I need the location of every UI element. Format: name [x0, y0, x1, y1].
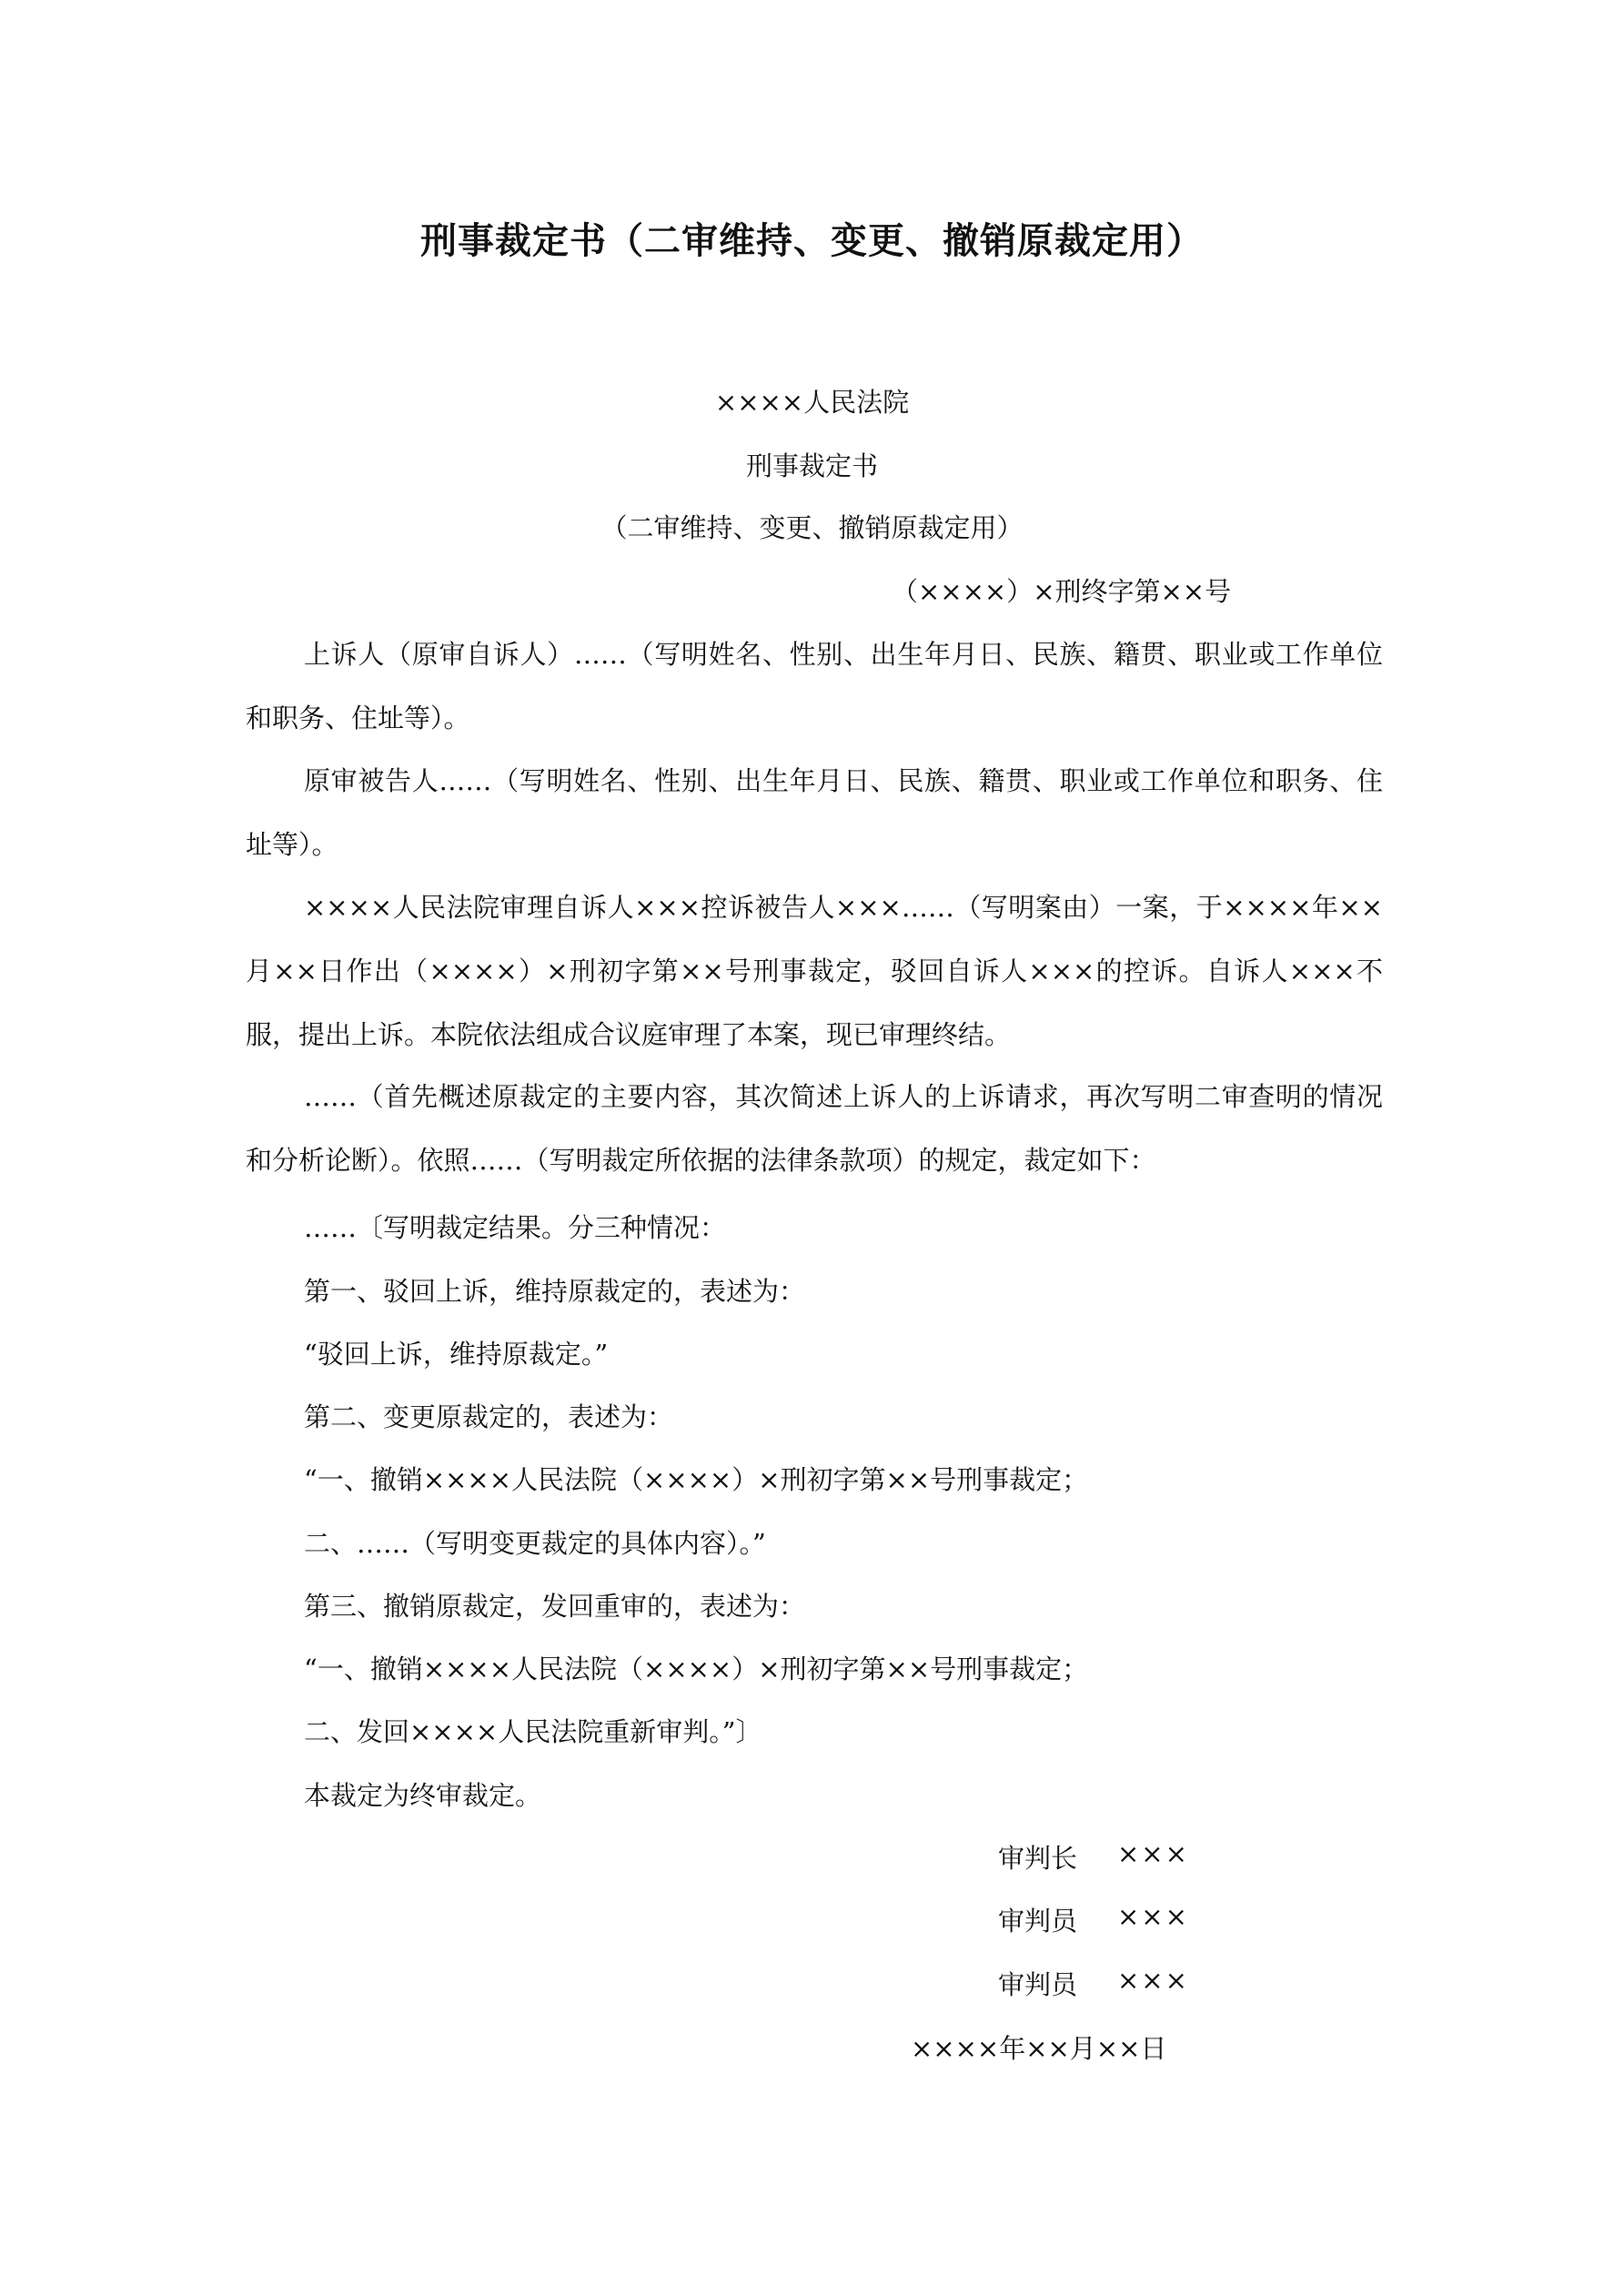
ruling-case-1: 第一、驳回上诉，维持原裁定的，表述为：: [304, 1276, 806, 1307]
signature-role: 审判员: [998, 1969, 1078, 2000]
court-name: ××××人民法院: [714, 387, 910, 418]
document-type: 刑事裁定书: [745, 450, 878, 481]
signature-name: ×××: [1117, 1901, 1189, 1932]
case-number: （××××）×刑终字第××号: [892, 576, 1232, 607]
document-date: ××××年××月××日: [911, 2033, 1167, 2064]
signature-role: 审判员: [998, 1906, 1078, 1937]
ruling-intro: ……〔写明裁定结果。分三种情况：: [304, 1212, 727, 1243]
signature-role: 审判长: [998, 1843, 1078, 1874]
ruling-case-2: 第二、变更原裁定的，表述为：: [304, 1401, 674, 1432]
ruling-case-3: 第三、撤销原裁定，发回重审的，表述为：: [304, 1591, 806, 1622]
ruling-case-3-text-1: “一、撤销××××人民法院（××××）×刑初字第××号刑事裁定；: [304, 1654, 1089, 1684]
ruling-case-2-text-2: 二、……（写明变更裁定的具体内容）。”: [304, 1528, 766, 1559]
ruling-case-3-text-2: 二、发回××××人民法院重新审判。”〕: [304, 1716, 762, 1747]
paragraph-appellant: 上诉人（原审自诉人）……（写明姓名、性别、出生年月日、民族、籍贯、职业或工作单位和职务、住址等）。: [246, 639, 1383, 733]
ruling-case-1-text: “驳回上诉，维持原裁定。”: [304, 1339, 609, 1370]
signature-name: ×××: [1117, 1838, 1189, 1869]
final-ruling-statement: 本裁定为终审裁定。: [304, 1780, 542, 1811]
signature-name: ×××: [1117, 1965, 1189, 1996]
paragraph-defendant: 原审被告人……（写明姓名、性别、出生年月日、民族、籍贯、职业或工作单位和职务、住址等）。: [246, 765, 1383, 860]
document-subtitle: （二审维持、变更、撤销原裁定用）: [600, 512, 1024, 543]
document-title: 刑事裁定书（二审维持、变更、撤销原裁定用）: [420, 219, 1204, 262]
paragraph-case-history: ××××人民法院审理自诉人×××控诉被告人×××……（写明案由）一案，于××××年××月××日作出（××××）×刑初字第××号刑事裁定，驳回自诉人×××的控诉。自诉人×××不服，提出上诉。本院依法组成合议庭审理了本案，现已审理终结。: [246, 892, 1383, 1050]
paragraph-reasoning: ……（首先概述原裁定的主要内容，其次简述上诉人的上诉请求，再次写明二审查明的情况和分析论断）。依照……（写明裁定所依据的法律条款项）的规定，裁定如下：: [246, 1081, 1383, 1176]
ruling-case-2-text-1: “一、撤销××××人民法院（××××）×刑初字第××号刑事裁定；: [304, 1464, 1089, 1495]
